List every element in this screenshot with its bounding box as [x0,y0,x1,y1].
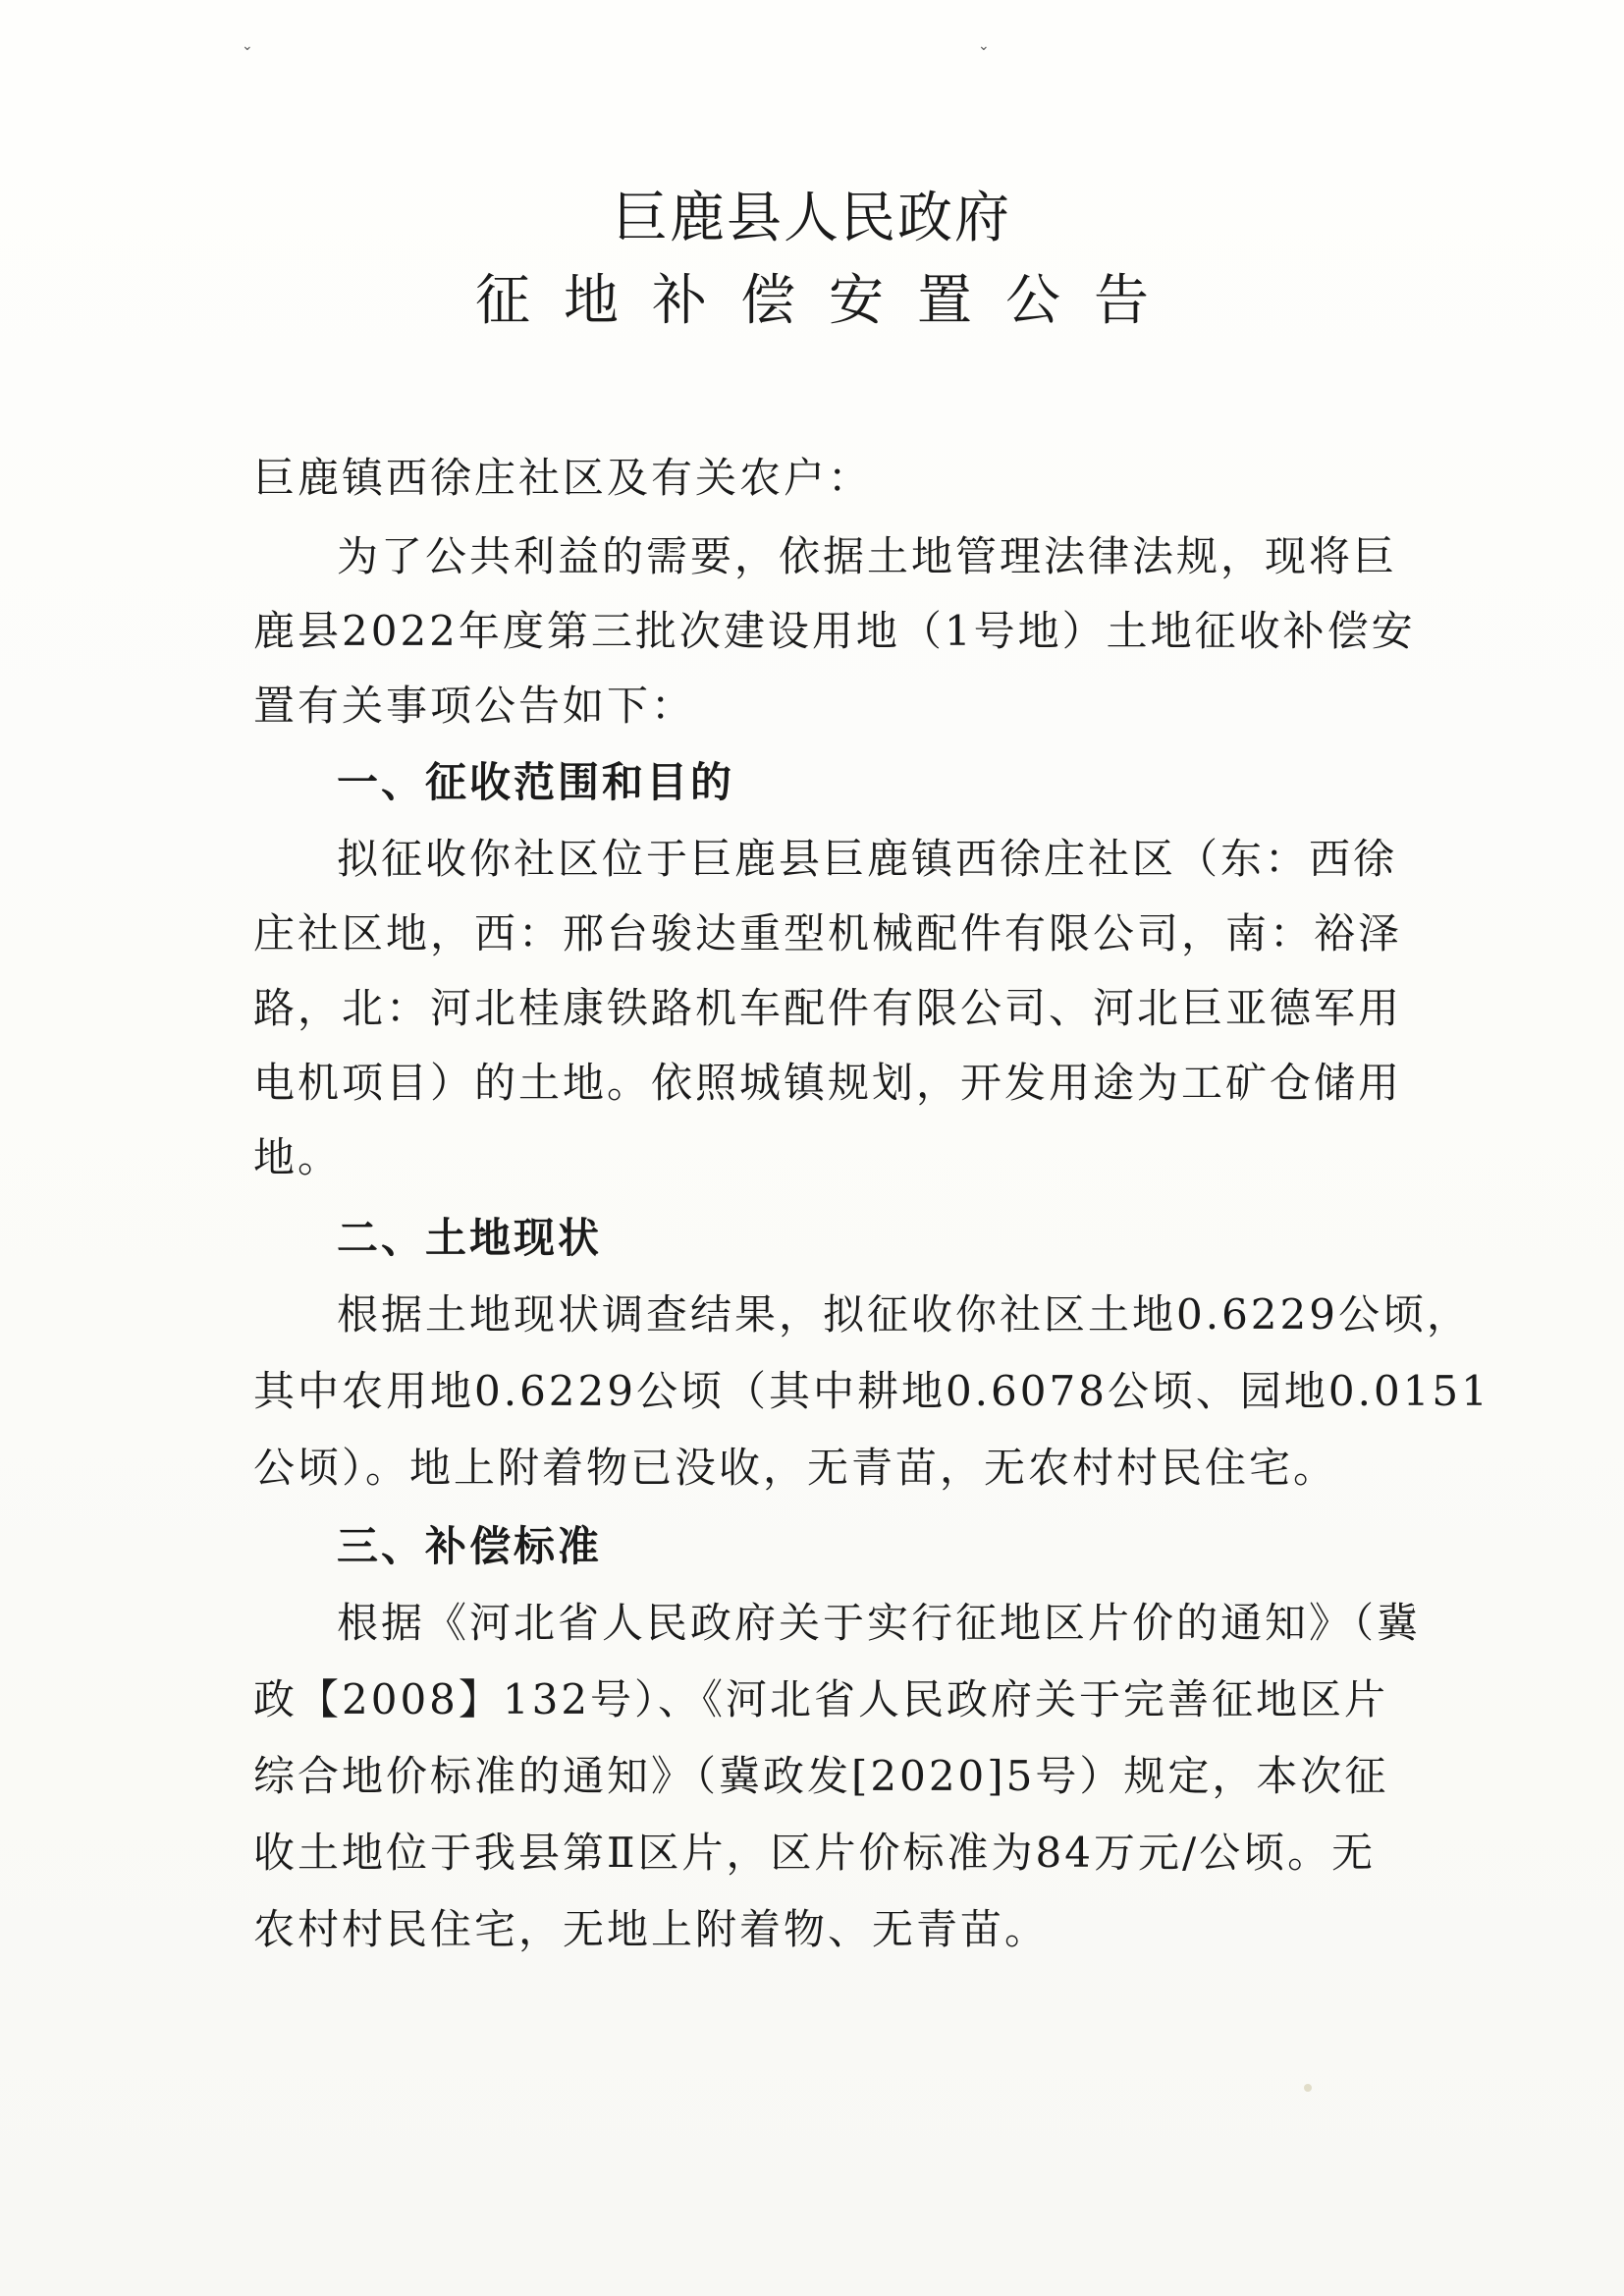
section-line: 农村村民住宅，无地上附着物、无青苗。 [253,1905,1050,1953]
section-line: 其中农用地0.6229公顷（其中耕地0.6078公顷、园地0.0151 [253,1367,1490,1415]
section-line: 电机项目）的土地。依照城镇规划，开发用途为工矿仓储用 [253,1059,1403,1107]
section-heading: 三、补偿标准 [337,1522,603,1570]
section-line: 拟征收你社区位于巨鹿县巨鹿镇西徐庄社区（东：西徐 [337,835,1398,883]
section-line: 收土地位于我县第Ⅱ区片，区片价标准为84万元/公顷。无 [253,1829,1377,1877]
section-heading: 二、土地现状 [337,1214,603,1262]
section-line: 政【2008】132号）、《河北省人民政府关于完善征地区片 [253,1675,1389,1723]
section-line: 根据土地现状调查结果，拟征收你社区土地0.6229公顷， [337,1290,1471,1339]
intro-line: 鹿县2022年度第三批次建设用地（1号地）土地征收补偿安 [253,607,1416,655]
fold-mark-icon: ⌄ [242,38,253,54]
intro-line: 置有关事项公告如下： [253,682,696,730]
section-line: 地。 [253,1133,343,1181]
section-heading: 一、征收范围和目的 [337,758,735,806]
section-line: 根据《河北省人民政府关于实行征地区片价的通知》（冀 [337,1599,1422,1647]
section-line: 公顷）。地上附着物已没收，无青苗，无农村村民住宅。 [253,1444,1338,1492]
section-line: 路，北：河北桂康铁路机车配件有限公司、河北巨亚德军用 [253,984,1403,1032]
section-line: 庄社区地，西：邢台骏达重型机械配件有限公司，南：裕泽 [253,909,1403,957]
section-line: 综合地价标准的通知》（冀政发[2020]5号）规定，本次征 [253,1752,1389,1800]
document-title: 巨鹿县人民政府 [613,187,1011,250]
document-subtitle: 征地补偿安置公告 [475,269,1182,333]
intro-line: 为了公共利益的需要，依据土地管理法律法规，现将巨 [337,532,1398,580]
fold-mark-icon: ⌄ [978,38,990,54]
addressee: 巨鹿镇西徐庄社区及有关农户： [253,454,873,502]
paper-stain [1304,2084,1312,2092]
